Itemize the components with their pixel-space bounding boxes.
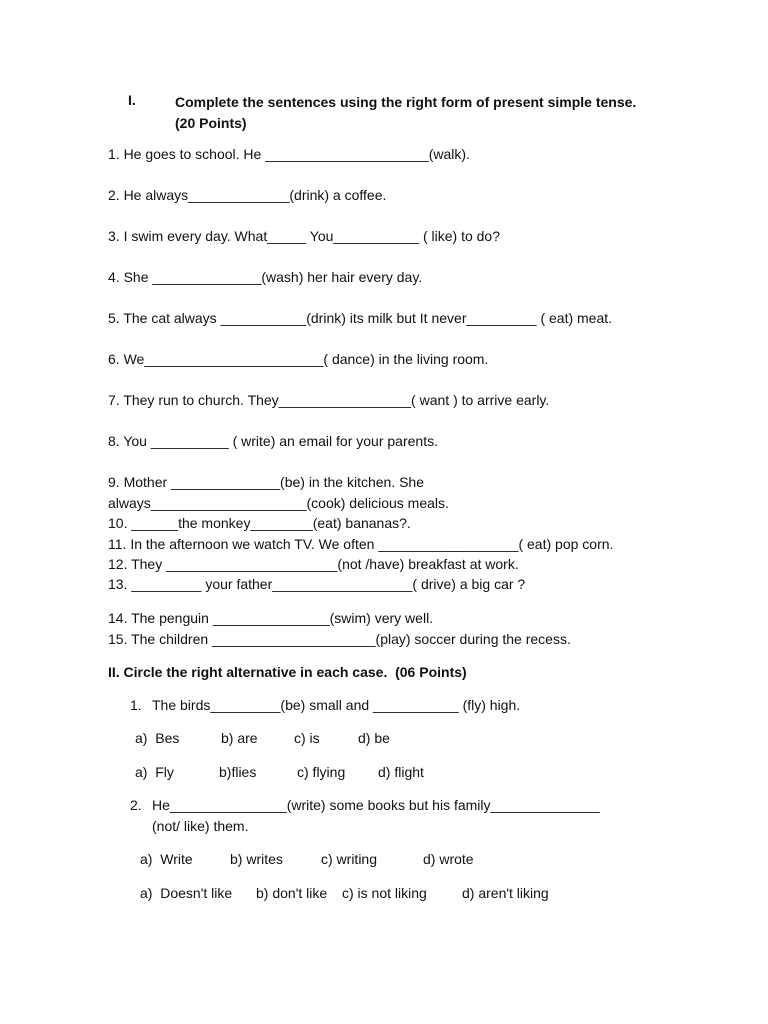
question-text: The birds_________(be) small and ___________ (fly) high. — [152, 697, 521, 713]
exercise-item: 11. In the afternoon we watch TV. We often __________________( eat) pop corn. — [108, 536, 614, 552]
exercise-item: 12. They ______________________(not /have) breakfast at work. — [108, 556, 519, 572]
exercise-item: 8. You __________ ( write) an email for your parents. — [108, 433, 438, 449]
exercise-item: 14. The penguin _______________(swim) very well. — [108, 610, 434, 626]
exercise-item: 1. He goes to school. He _____________________(walk). — [108, 146, 470, 162]
option-a[interactable]: a) Bes — [135, 730, 180, 746]
exercise-item: 7. They run to church. They_________________( want ) to arrive early. — [108, 392, 550, 408]
option-a[interactable]: a) Fly — [135, 764, 174, 780]
option-c[interactable]: c) flying — [297, 764, 346, 780]
option-a[interactable]: a) Write — [140, 851, 193, 867]
option-d[interactable]: d) wrote — [423, 851, 474, 867]
option-c[interactable]: c) is — [294, 730, 320, 746]
section-number: I. — [128, 92, 136, 108]
option-c[interactable]: c) writing — [321, 851, 378, 867]
option-d[interactable]: d) flight — [378, 764, 424, 780]
option-b[interactable]: b)flies — [219, 764, 257, 780]
exercise-item: 2. He always_____________(drink) a coffee. — [108, 187, 387, 203]
question-number: 2. — [130, 797, 142, 813]
option-b[interactable]: b) writes — [230, 851, 283, 867]
exercise-item: 3. I swim every day. What_____ You___________ ( like) to do? — [108, 228, 500, 244]
section-title: II. Circle the right alternative in each case. (06 Points) — [108, 664, 467, 680]
question-text-continuation: (not/ like) them. — [152, 818, 249, 834]
option-b[interactable]: b) are — [221, 730, 258, 746]
section-title: Complete the sentences using the right form of present simple tense. (20 Points) — [175, 94, 637, 131]
question-text: He_______________(write) some books but his family______________ — [152, 797, 600, 813]
option-b[interactable]: b) don't like — [256, 885, 328, 901]
exercise-item: 5. The cat always ___________(drink) its milk but It never_________ ( eat) meat. — [108, 310, 613, 326]
option-d[interactable]: d) aren't liking — [462, 885, 549, 901]
exercise-item: 15. The children _____________________(play) soccer during the recess. — [108, 631, 571, 647]
option-c[interactable]: c) is not liking — [342, 885, 427, 901]
option-a[interactable]: a) Doesn't like — [140, 885, 233, 901]
exercise-item: 4. She ______________(wash) her hair every day. — [108, 269, 423, 285]
exercise-item: 6. We_______________________( dance) in the living room. — [108, 351, 489, 367]
option-d[interactable]: d) be — [358, 730, 390, 746]
exercise-item-continuation: always____________________(cook) delicious meals. — [108, 495, 449, 511]
exercise-item: 10. ______the monkey________(eat) bananas?. — [108, 515, 411, 531]
exercise-item: 13. _________ your father__________________( drive) a big car ? — [108, 576, 526, 592]
exercise-item: 9. Mother ______________(be) in the kitchen. She — [108, 474, 425, 490]
question-number: 1. — [130, 697, 142, 713]
